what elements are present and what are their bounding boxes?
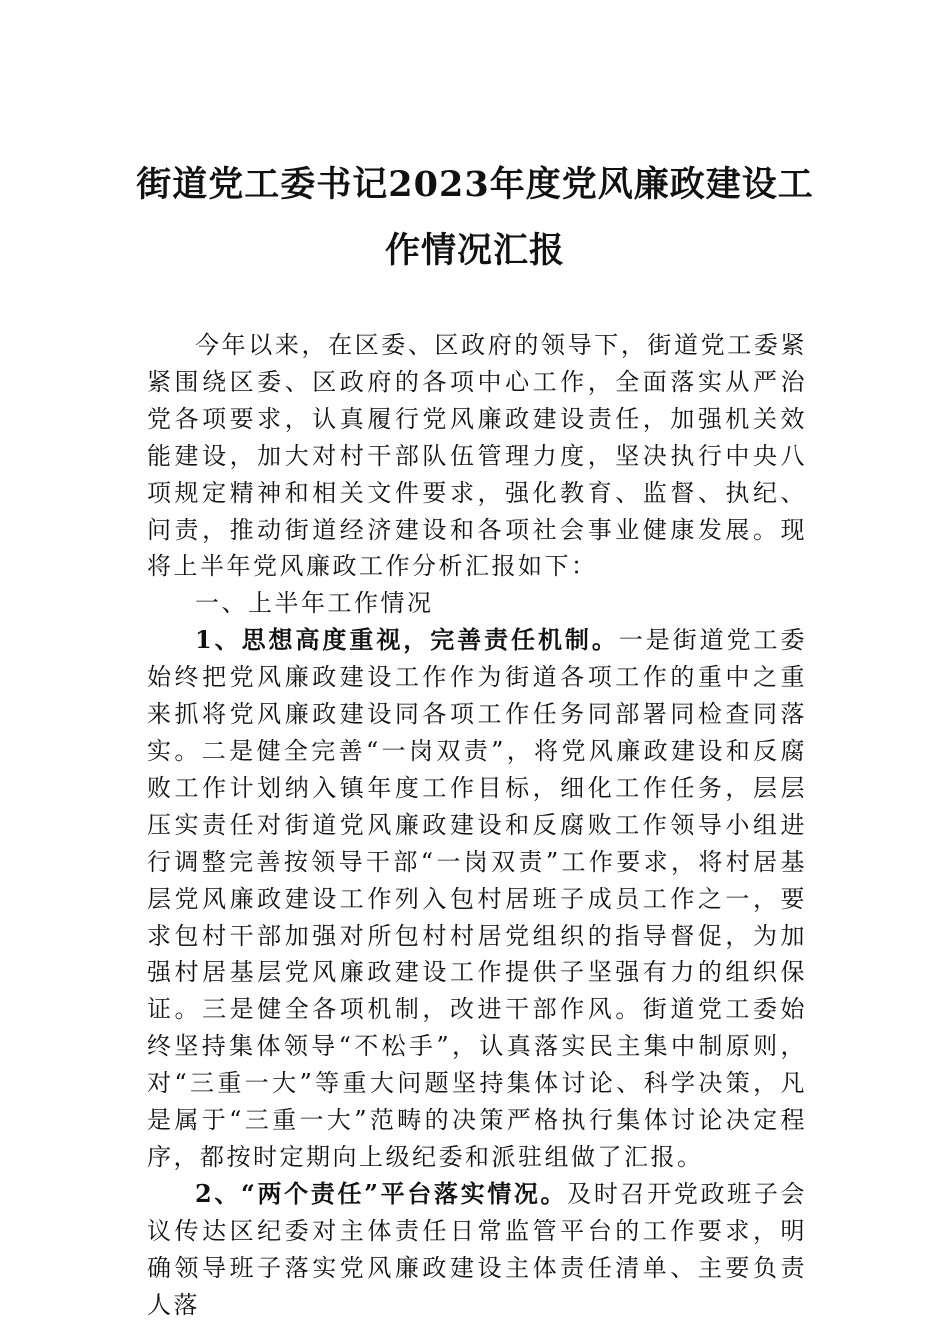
- item-2-paragraph: [147, 1176, 807, 1324]
- intro-paragraph: 今年以来，在区委、区政府的领导下，街道党工委紧紧围绕区委、区政府的各项中心工作，全面落实从严治党各项要求，认真履行党风廉政建设责任，加强机关效能建设，加大对村干部队伍管理力度，坚决执行中央八项规定精神和相关文件要求，强化教育、监督、执纪、问责，推动街道经济建设和各项社会事业健康发展。现将上半年党风廉政工作分析汇报如下：: [147, 331, 807, 581]
- item-1-paragraph: [147, 622, 807, 1176]
- item-2-text: 及时召开党政班子会议传达区纪委对主体责任日常监管平台的工作要求，明确领导班子落实党风廉政建设主体责任清单、主要负责人落: [147, 1179, 808, 1319]
- item-1-text: 一是街道党工委始终把党风廉政建设工作作为街道各项工作的重中之重来抓将党风廉政建设同各项工作任务同部署同检查同落实。二是健全完善“一岗双责”，将党风廉政建设和反腐败工作计划纳入镇年度工作目标，细化工作任务，层层压实责任对街道党风廉政建设和反腐败工作领导小组进行调整完善按领导干部“一岗双责”工作要求，将村居基层党风廉政建设工作列入包村居班子成员工作之一，要求包村干部加强对所包村村居党组织的指导督促，为加强村居基层党风廉政建设工作提供子坚强有力的组织保证。三是健全各项机制，改进干部作风。街道党工委始终坚持集体领导“不松手”，认真落实民主集中制原则，对“三重一大”等重大问题坚持集体讨论、科学决策，凡是属于“三重一大”范畴的决策严格执行集体讨论决定程序，都按时定期向上级纪委和派驻组做了汇报。: [147, 626, 807, 1171]
- document-title: 街道党工委书记2023年度党风廉政建设工作情况汇报: [136, 164, 814, 271]
- document-body: [147, 327, 807, 1323]
- item-2-lead: 2、“两个责任”平台落实情况。: [195, 1178, 568, 1208]
- item-1-lead: 1、思想高度重视，完善责任机制。: [195, 625, 619, 655]
- section-heading: 一、上半年工作情况: [195, 589, 434, 618]
